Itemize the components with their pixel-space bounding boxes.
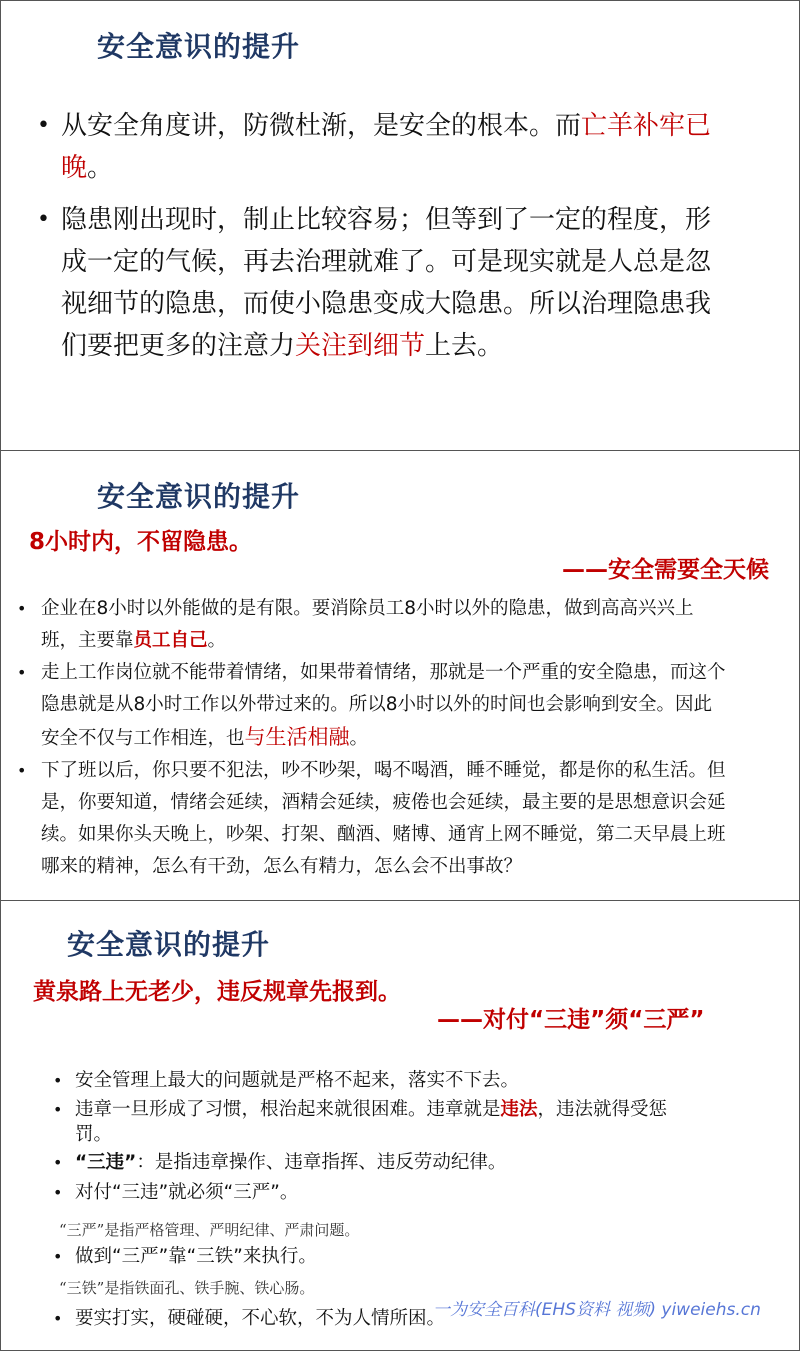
bullet-text: 对付“三违”就必须“三严”。 bbox=[75, 1182, 299, 1203]
bullet-text: 做到“三严”靠“三铁”来执行。 bbox=[75, 1246, 317, 1267]
note-text: “三铁”是指铁面孔、铁手腕、铁心肠。 bbox=[59, 1279, 315, 1297]
bullet-icon: • bbox=[53, 1183, 63, 1202]
list-item bbox=[37, 105, 717, 189]
bullet-icon: • bbox=[53, 1247, 63, 1266]
slide-1 bbox=[0, 0, 800, 451]
note-text: “三严”是指严格管理、严明纪律、严肃问题。 bbox=[59, 1221, 360, 1239]
highlight-text: 亡羊补牢已晚 bbox=[61, 111, 712, 183]
bullet-list bbox=[17, 593, 729, 883]
highlight-text: 员工自己 bbox=[133, 630, 208, 651]
list-item bbox=[17, 657, 729, 755]
slide-title: 安全意识的提升 bbox=[67, 928, 271, 961]
bullet-text: 隐患刚出现时，制止比较容易；但等到了一定的程度，形成一定的气候，再去治理就难了。可是现实就是人总是忽视细节的隐患，而使小隐患变成大隐患。所以治理隐患我们要把更多的注意力 bbox=[61, 205, 712, 361]
bullet-icon: • bbox=[17, 761, 27, 780]
list-item bbox=[17, 593, 729, 657]
highlight-text: 关注到细节 bbox=[295, 331, 426, 361]
bullet-text: 安全管理上最大的问题就是严格不起来，落实不下去。 bbox=[75, 1070, 520, 1091]
bullet-text: 违章一旦形成了习惯，根治起来就很困难。违章就是 bbox=[75, 1099, 501, 1120]
list-item bbox=[53, 1243, 693, 1271]
list-item bbox=[17, 755, 729, 883]
bullet-text: 上去。 bbox=[425, 331, 504, 361]
list-item bbox=[53, 1097, 693, 1147]
bullet-text: 。 bbox=[207, 630, 227, 651]
slide-title: 安全意识的提升 bbox=[97, 30, 301, 63]
list-item bbox=[37, 199, 717, 367]
bullet-text: 走上工作岗位就不能带着情绪，如果带着情绪，那就是一个严重的安全隐患，而这个隐患就是从8小时工作以外带过来的。所以8小时以外的时间也会影响到安全。因此安全不仅与工作相连，也 bbox=[41, 662, 726, 749]
list-item bbox=[53, 1179, 693, 1207]
slogan: 8小时内，不留隐患。 bbox=[29, 529, 253, 555]
list-item bbox=[53, 1067, 693, 1095]
bullet-text: 从安全角度讲，防微杜渐，是安全的根本。而 bbox=[61, 111, 582, 141]
slide-title: 安全意识的提升 bbox=[97, 480, 301, 513]
bullet-icon: • bbox=[37, 113, 50, 138]
bullet-icon: • bbox=[53, 1153, 63, 1172]
slide-2 bbox=[0, 450, 800, 901]
bullet-text: 。 bbox=[349, 728, 369, 749]
bullet-icon: • bbox=[53, 1309, 63, 1328]
slogan: 黄泉路上无老少，违反规章先报到。 bbox=[33, 979, 401, 1005]
bullet-text: 要实打实，硬碰硬，不心软，不为人情所困。 bbox=[75, 1308, 446, 1329]
bullet-icon: • bbox=[53, 1071, 63, 1090]
bullet-list bbox=[53, 1067, 693, 1207]
bullet-icon: • bbox=[53, 1100, 63, 1119]
bullet-text: 下了班以后，你只要不犯法，吵不吵架，喝不喝酒，睡不睡觉，都是你的私生活。但是，你要知道，情绪会延续，酒精会延续，疲倦也会延续，最主要的是思想意识会延续。如果你头天晚上，吵架、打架、酗酒、赌博、通宵上网不睡觉，第二天早晨上班哪来的精神，怎么有干劲，怎么有精力，怎么会不出事故？ bbox=[41, 760, 726, 877]
bullet-text: ：是指违章操作、违章指挥、违反劳动纪律。 bbox=[136, 1152, 507, 1173]
bullet-text: ，违法就得受惩罚。 bbox=[75, 1099, 668, 1145]
bullet-icon: • bbox=[17, 663, 27, 682]
sub-slogan: ——安全需要全天候 bbox=[562, 557, 769, 583]
sub-slogan: ——对付“三违”须“三严” bbox=[437, 1007, 705, 1033]
bullet-text: 企业在8小时以外能做的是有限。要消除员工8小时以外的隐患，做到高高兴兴上班，主要靠 bbox=[41, 598, 694, 651]
list-item bbox=[53, 1149, 693, 1177]
bullet-icon: • bbox=[17, 599, 27, 618]
bullet-text: 。 bbox=[87, 153, 114, 183]
highlight-text: 与生活相融 bbox=[244, 725, 350, 749]
highlight-text: 违法 bbox=[500, 1099, 538, 1120]
bullet-icon: • bbox=[37, 207, 50, 232]
bullet-list bbox=[37, 105, 717, 367]
bullet-list bbox=[53, 1243, 693, 1271]
watermark: 一为安全百科(EHS资料 视频) yiweiehs.cn bbox=[433, 1300, 761, 1320]
slide-3 bbox=[0, 900, 800, 1351]
bold-term: “三违” bbox=[75, 1152, 137, 1173]
